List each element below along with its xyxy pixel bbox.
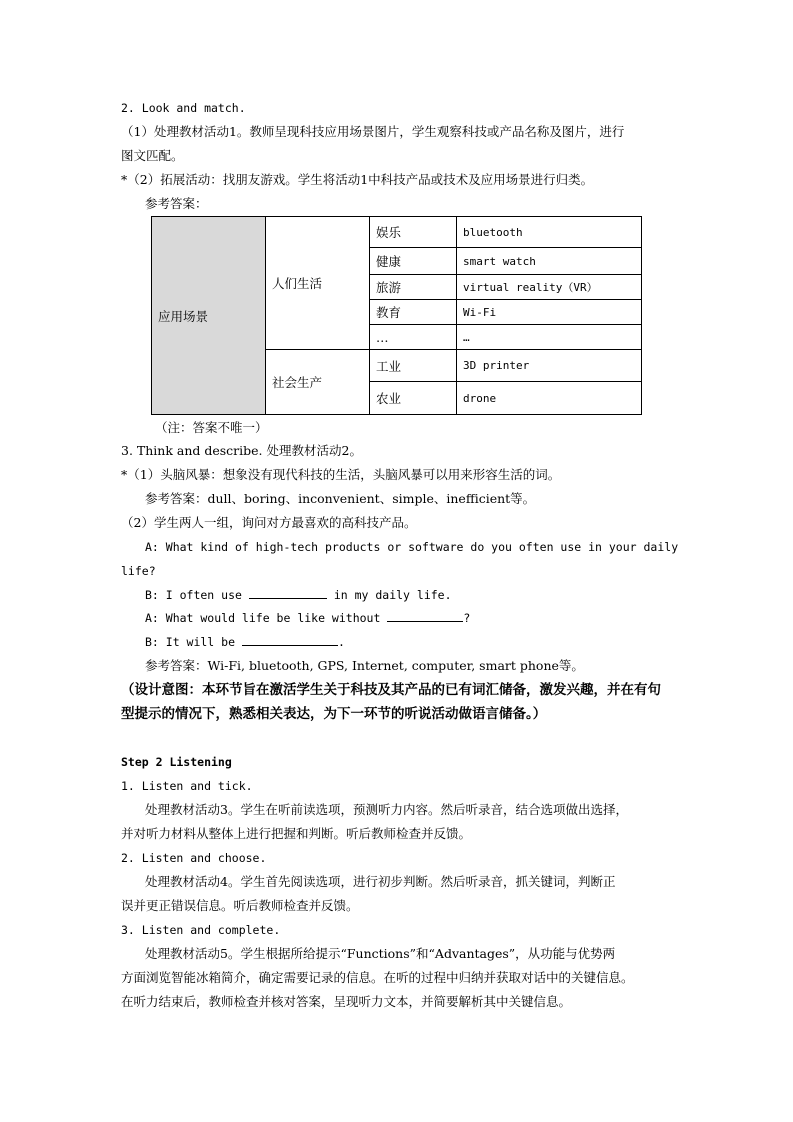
- dialog-line: [145, 610, 470, 626]
- table-tech-cell: 3D printer: [457, 350, 642, 382]
- table-group-cell: 人们生活: [266, 217, 370, 350]
- paragraph-line: 在听力结束后，教师检查并核对答案，呈现听力文本，并简要解析其中关键信息。: [121, 994, 572, 1009]
- table-tech-cell: bluetooth: [457, 217, 642, 248]
- table-scene-cell: 教育: [370, 300, 457, 325]
- table-note: （注：答案不唯一）: [155, 420, 268, 435]
- dialog-text: B: It will be: [145, 635, 236, 649]
- table-scene-cell: 健康: [370, 248, 457, 275]
- paragraph-line: 误并更正错误信息。听后教师检查并反馈。: [121, 898, 359, 913]
- dialog-line: A: What kind of high-tech products or software do you often use in your daily: [145, 540, 679, 554]
- dialog-text: B: I often use: [145, 588, 242, 602]
- fill-in-blank: [242, 634, 338, 646]
- paragraph-line: *（2）拓展活动：找朋友游戏。学生将活动1中科技产品或技术及应用场景进行归类。: [121, 172, 594, 187]
- table-tech-cell: Wi-Fi: [457, 300, 642, 325]
- table-group-cell: 社会生产: [266, 350, 370, 415]
- dialog-text: in my daily life.: [333, 588, 452, 602]
- dialog-line: [145, 634, 345, 650]
- answer-line: 参考答案：Wi-Fi, bluetooth, GPS, Internet, computer, smart phone等。: [145, 658, 584, 673]
- section-heading-look-and-match: 2. Look and match.: [121, 101, 246, 115]
- paragraph-line: 方面浏览智能冰箱简介，确定需要记录的信息。在听的过程中归纳并获取对话中的关键信息。: [121, 970, 634, 985]
- table-scene-cell: 旅游: [370, 275, 457, 300]
- answer-label: 参考答案：: [145, 196, 208, 211]
- table-tech-cell: …: [457, 325, 642, 350]
- task-heading: 1. Listen and tick.: [121, 779, 253, 793]
- paragraph-line: 处理教材活动4。学生首先阅读选项，进行初步判断。然后听录音，抓关键词，判断正: [145, 874, 616, 889]
- paragraph-line: *（1）头脑风暴：想象没有现代科技的生活，头脑风暴可以用来形容生活的词。: [121, 467, 561, 482]
- table-tech-cell: virtual reality（VR）: [457, 275, 642, 300]
- section-heading-think-and-describe: 3. Think and describe. 处理教材活动2。: [121, 443, 362, 458]
- fill-in-blank: [387, 610, 463, 622]
- table-scene-cell: 工业: [370, 350, 457, 382]
- dialog-line: life?: [121, 564, 156, 578]
- step-heading: Step 2 Listening: [121, 755, 232, 769]
- task-heading: 2. Listen and choose.: [121, 851, 267, 865]
- task-heading: 3. Listen and complete.: [121, 923, 281, 937]
- reference-answer-table: [151, 216, 642, 415]
- paragraph-line: 并对听力材料从整体上进行把握和判断。听后教师检查并反馈。: [121, 826, 472, 841]
- dialog-text: A: What would life be like without: [145, 611, 381, 625]
- paragraph-line: （2）学生两人一组，询问对方最喜欢的高科技产品。: [121, 515, 417, 530]
- paragraph-line: 图文匹配。: [121, 148, 184, 163]
- fill-in-blank: [249, 587, 327, 599]
- table-tech-cell: smart watch: [457, 248, 642, 275]
- dialog-line: [145, 587, 452, 603]
- table-scene-cell: 农业: [370, 382, 457, 415]
- design-intent-line: 型提示的情况下，熟悉相关表达，为下一环节的听说活动做语言储备。）: [121, 706, 547, 722]
- paragraph-line: 处理教材活动3。学生在听前读选项，预测听力内容。然后听录音，结合选项做出选择，: [145, 802, 628, 817]
- dialog-text: ?: [463, 611, 471, 625]
- design-intent-line: （设计意图：本环节旨在激活学生关于科技及其产品的已有词汇储备，激发兴趣，并在有句: [121, 682, 661, 698]
- paragraph-line: 处理教材活动5。学生根据所给提示“Functions”和“Advantages”，从功能与优势两: [145, 946, 616, 961]
- table-tech-cell: drone: [457, 382, 642, 415]
- table-scene-cell: 娱乐: [370, 217, 457, 248]
- answer-line: 参考答案：dull、boring、inconvenient、simple、inefficient等。: [145, 491, 536, 506]
- table-scene-cell: …: [370, 325, 457, 350]
- dialog-text: .: [337, 635, 345, 649]
- paragraph-line: （1）处理教材活动1。教师呈现科技应用场景图片，学生观察科技或产品名称及图片，进行: [121, 124, 625, 139]
- table-category-cell: 应用场景: [152, 217, 266, 415]
